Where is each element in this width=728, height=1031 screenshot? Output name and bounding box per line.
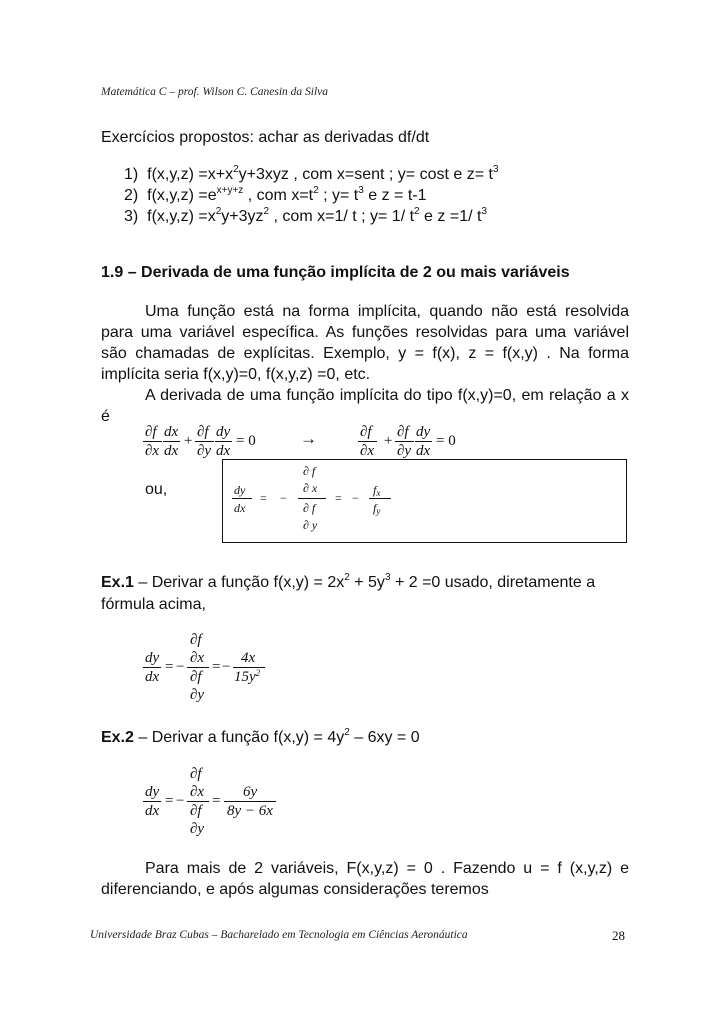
page-number: 28 bbox=[612, 928, 625, 943]
ex2-px: ∂x bbox=[190, 784, 205, 800]
plus-sign: + bbox=[184, 433, 193, 449]
box-pf: ∂ f bbox=[303, 464, 316, 478]
box-minus-2: − bbox=[352, 491, 359, 505]
ex1-pf: ∂f bbox=[190, 632, 202, 648]
ex1-minus: − bbox=[176, 659, 185, 675]
ex1-eq-2: = bbox=[212, 659, 221, 675]
ex1-minus-2: − bbox=[222, 659, 231, 675]
dx-den-3: dx bbox=[416, 443, 431, 459]
dx-den-2: dx bbox=[216, 443, 231, 459]
ex2-eq: = bbox=[165, 793, 174, 809]
paragraph-implicit-definition: Uma função está na forma implícita, quando não está resolvida para uma variável específica. As funções resolvidas para uma variável são chamadas de explícitas. Exemplo, y = f(x), z = f(x,y) . Na forma implícita seria f(x,y)=0, f(x,y,z) =0, etc. bbox=[101, 303, 629, 383]
box-minus-1: − bbox=[280, 491, 287, 505]
partial-f-4: ∂f bbox=[397, 424, 409, 440]
ex1-eq: = bbox=[165, 659, 174, 675]
ex2-line: Ex.2 – Derivar a função $f(x,y) = 4y^2 - 6xy = 0$ bbox=[101, 727, 420, 746]
partial-f-2: ∂f bbox=[197, 424, 209, 440]
dx-num: dx bbox=[164, 424, 179, 440]
exercise-3: 3) $f(x,y,z) =x^2y+3yz^2$ , com x=1/ t ; y= 1/ $t^2$ e z =1/ $t^3$ bbox=[124, 206, 487, 225]
paragraph-implicit-derivative: A derivada de uma função implícita do tipo f(x,y)=0, em relação a x é bbox=[101, 387, 629, 425]
ex1-pf-2: ∂f bbox=[190, 669, 202, 685]
box-eq-1: = bbox=[260, 491, 267, 505]
arrow-icon: → bbox=[300, 429, 317, 448]
page-header: Matemática C – prof. Wilson C. Canesin da Silva bbox=[101, 86, 329, 98]
dy-num-2: dy bbox=[416, 424, 431, 440]
equals-zero-2: = 0 bbox=[436, 433, 456, 449]
partial-x: ∂x bbox=[145, 443, 160, 459]
box-dx: dx bbox=[234, 501, 246, 515]
box-dy: dy bbox=[234, 483, 246, 497]
ex1-denominator: $15y^2$ bbox=[234, 668, 261, 685]
exercises-title: Exercícios propostos: achar as derivadas df/dt bbox=[101, 129, 430, 146]
ex2-dx: dx bbox=[145, 803, 160, 819]
paragraph-multivariable: Para mais de 2 variáveis, F(x,y,z) = 0 . Fazendo u = f (x,y,z) e diferenciando, e após algumas considerações teremos bbox=[101, 860, 629, 898]
dy-num: dy bbox=[216, 424, 231, 440]
ex2-dy: dy bbox=[145, 784, 160, 800]
page-footer: Universidade Braz Cubas – Bacharelado em Tecnologia em Ciências Aeronáutica bbox=[90, 929, 468, 941]
ex1-numerator: 4x bbox=[241, 650, 256, 666]
ex2-py: ∂y bbox=[190, 821, 205, 837]
ex2-minus: − bbox=[176, 793, 185, 809]
partial-x-2: ∂x bbox=[360, 443, 375, 459]
ex1-line-2: fórmula acima, bbox=[101, 596, 206, 613]
partial-f-3: ∂f bbox=[360, 424, 372, 440]
partial-y: ∂y bbox=[197, 443, 212, 459]
ex1-dx: dx bbox=[145, 669, 160, 685]
dx-den: dx bbox=[164, 443, 179, 459]
box-py: ∂ y bbox=[303, 518, 318, 532]
box-fy: $f_y$ bbox=[373, 501, 381, 516]
exercise-1: 1) $f(x,y,z) =x+x^2y+3xyz$ , com x=sent ; y= cost e $z= t^3$ bbox=[124, 164, 499, 183]
exercise-2: 2) $f(x,y,z) =e^{x+y+z}$ , com $x=t^2$ ; $y= t^3$ e z = t-1 bbox=[124, 185, 427, 204]
partial-f: ∂f bbox=[145, 424, 157, 440]
box-pf-2: ∂ f bbox=[303, 501, 316, 515]
section-heading: 1.9 – Derivada de uma função implícita de 2 ou mais variáveis bbox=[101, 264, 570, 281]
ex2-denominator: 8y − 6x bbox=[227, 803, 273, 819]
box-fx: $f_x$ bbox=[373, 483, 381, 498]
ex1-line: Ex.1 – Derivar a função $f(x,y) = 2x^2 + 5y^3 + 2 =0$ usado, diretamente a bbox=[101, 572, 596, 591]
ex2-numerator: 6y bbox=[243, 784, 258, 800]
ex1-py: ∂y bbox=[190, 687, 205, 703]
box-px: ∂ x bbox=[303, 481, 318, 495]
plus-sign-2: + bbox=[384, 433, 393, 449]
ex2-eq-2: = bbox=[212, 793, 221, 809]
ex1-dy: dy bbox=[145, 650, 160, 666]
ex2-pf-2: ∂f bbox=[190, 803, 202, 819]
partial-y-2: ∂y bbox=[397, 443, 412, 459]
ex2-pf: ∂f bbox=[190, 766, 202, 782]
ex1-px: ∂x bbox=[190, 650, 205, 666]
box-eq-2: = bbox=[335, 491, 342, 505]
or-label: ou, bbox=[145, 481, 168, 498]
equals-zero: = 0 bbox=[236, 433, 256, 449]
